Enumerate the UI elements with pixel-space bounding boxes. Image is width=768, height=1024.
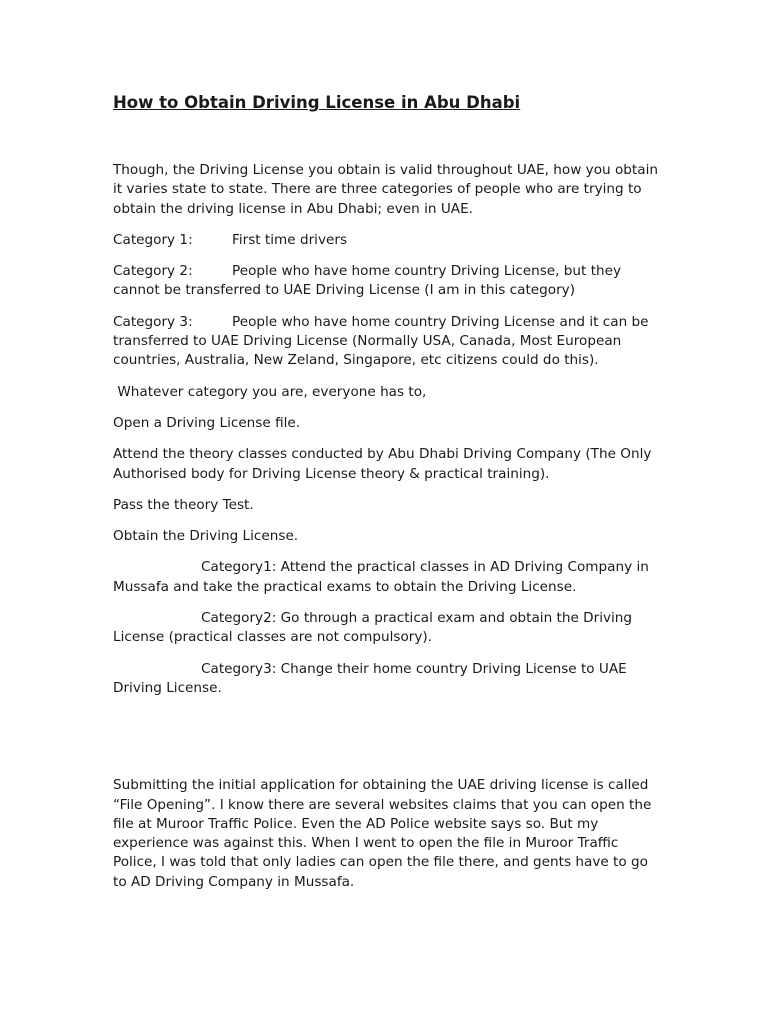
category-1-label: Category 1: — [113, 231, 193, 248]
category-2-text: People who have home country Driving License, but they cannot be transferred to UAE Driving License (I am in this category) — [113, 263, 622, 299]
category-3-label: Category 3: — [113, 313, 193, 330]
everyone-paragraph: Whatever category you are, everyone has to, — [113, 383, 427, 400]
category-3-paragraph — [113, 313, 658, 371]
document-page — [113, 92, 658, 892]
detail-category-2-paragraph — [113, 609, 658, 648]
document-title: How to Obtain Driving License in Abu Dhabi — [113, 93, 521, 112]
step-4-paragraph: Obtain the Driving License. — [113, 528, 299, 545]
intro-paragraph: Though, the Driving License you obtain is valid throughout UAE, how you obtain it varies state to state. There are three categories of people who are trying to obtain the driving license in Abu Dhabi; even in UAE. — [113, 162, 658, 217]
category-3-text: People who have home country Driving License and it can be transferred to UAE Driving License (Normally USA, Canada, Most European countries, Australia, New Zeland, Singapore, etc citizens could do this). — [113, 313, 649, 369]
category-1-text: First time drivers — [232, 231, 348, 248]
detail-category-1-text: Category1: Attend the practical classes in AD Driving Company in Mussafa and take the practical exams to obtain the Driving License. — [113, 559, 649, 595]
detail-category-1-paragraph — [113, 558, 658, 597]
step-3-paragraph: Pass the theory Test. — [113, 496, 254, 513]
step-1-paragraph: Open a Driving License file. — [113, 414, 301, 431]
category-1-paragraph — [113, 231, 658, 250]
detail-category-3-paragraph — [113, 660, 658, 699]
category-2-paragraph — [113, 262, 658, 301]
submitting-paragraph: Submitting the initial application for obtaining the UAE driving license is called “File Opening”. I know there are several websites claims that you can open the file at Muroor Traffic Police. Even the AD Police website says so. But my experience was against this. When I went to open the file in Muroor Traffic Police, I was told that only ladies can open the file there, and gents have to go to AD Driving Company in Mussafa. — [113, 777, 652, 890]
detail-category-3-text: Category3: Change their home country Driving License to UAE Driving License. — [113, 660, 627, 696]
step-2-paragraph: Attend the theory classes conducted by Abu Dhabi Driving Company (The Only Authorised body for Driving License theory & practical training). — [113, 446, 652, 482]
category-2-label: Category 2: — [113, 263, 193, 280]
detail-category-2-text: Category2: Go through a practical exam and obtain the Driving License (practical classes are not compulsory). — [113, 610, 633, 646]
